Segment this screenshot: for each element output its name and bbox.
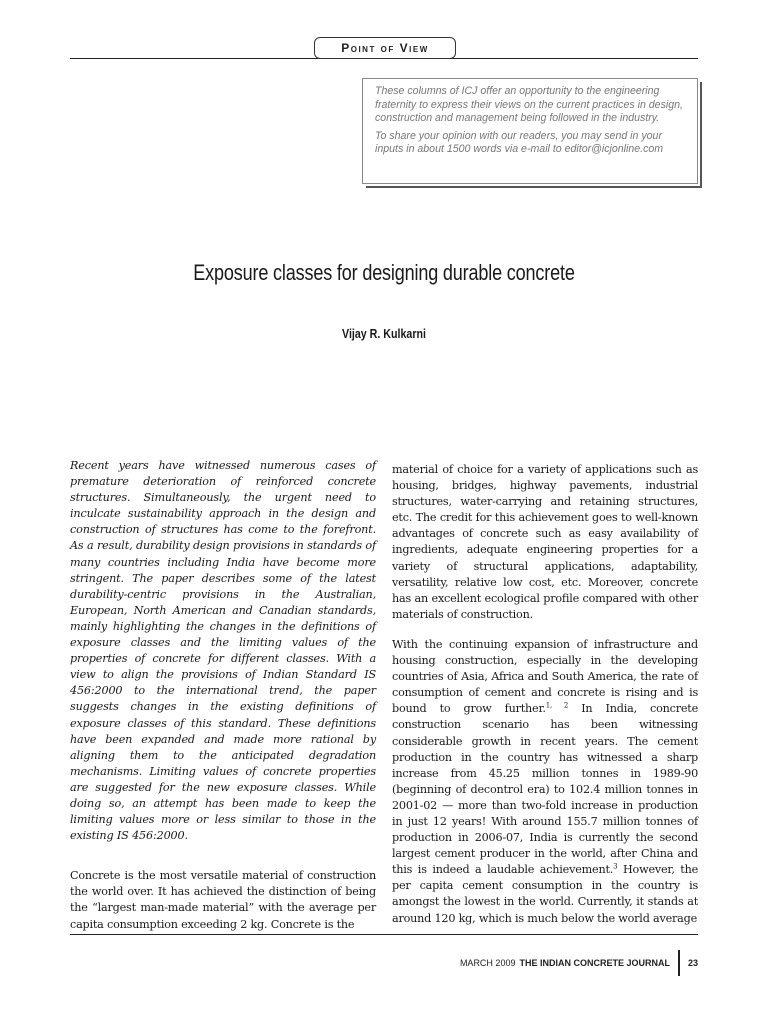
info-box-paragraph: These columns of ICJ offer an opportunity to the engineering fraternity to express their views on the current practices in design, construction and management being followed in the industry.	[375, 85, 683, 124]
body-paragraph	[392, 637, 698, 927]
citation-superscript: 1, 2	[545, 701, 569, 710]
abstract: Recent years have witnessed numerous cases of premature deterioration of reinforced concrete structures. Simultaneously, the urgent need to inculcate sustainability approach in the design and construction of structures has come to the forefront. As a result, durability design provisions in standards of many countries including India have become more stringent. The paper describes some of the latest durability-centric provisions in the Australian, European, North American and Canadian standards, mainly highlighting the changes in the definitions of exposure classes and the limiting values of the properties of concrete for different classes. With a view to align the provisions of Indian Standard IS 456:2000 to the international trend, the paper suggests changes in the existing definitions of exposure classes of this standard. These definitions have been expanded and made more rational by aligning them to the anticipated degradation mechanisms. Limiting values of concrete properties are suggested for the new exposure classes. While doing so, an attempt has been made to keep the limiting values more or less similar to those in the existing IS 456:2000.	[70, 459, 376, 843]
left-column	[70, 458, 376, 947]
article-author: Vijay R. Kulkarni	[342, 326, 426, 341]
page-footer	[460, 950, 698, 976]
body-paragraph: Concrete is the most versatile material of construction the world over. It has achieved the distinction of being the “largest man-made material” with the average per capita consumption exceeding 2 kg. Concrete is the	[70, 869, 376, 931]
citation-superscript: 3	[613, 862, 618, 871]
body-text-segment: However, the per capita cement consumption in the country is amongst the lowest in the world. Currently, it stands at around 120 kg, which is much below the world average	[392, 863, 698, 925]
right-column	[392, 458, 698, 941]
article-title: Exposure classes for designing durable concrete	[193, 260, 575, 285]
footer-divider	[678, 950, 680, 976]
page-number: 23	[687, 958, 698, 968]
section-tag: Point of View	[314, 37, 456, 59]
info-box	[362, 78, 698, 184]
body-text-segment: With the continuing expansion of infrastructure and housing construction, especially in the developing countries of Asia, Africa and South America, the rate of consumption of cement and concrete is rising and is bound to grow further.	[392, 637, 698, 716]
info-box-paragraph: To share your opinion with our readers, you may send in your inputs in about 1500 words via e-mail to editor@icjonline.com	[375, 129, 664, 155]
footer-journal-name: THE INDIAN CONCRETE JOURNAL	[519, 958, 670, 968]
body-text-segment: In India, concrete construction scenario has been witnessing considerable growth in recent years. The cement production in the country has witnessed a sharp increase from 45.25 million tonnes in 1989-90 (beginning of decontrol era) to 102.4 million tonnes in 2001-02 — more than two-fold increase in production in just 12 years! With around 155.7 million tonnes of production in 2006-07, India is currently the second largest cement producer in the world, after China and this is indeed a laudable achievement.	[392, 702, 699, 877]
body-paragraph: material of choice for a variety of applications such as housing, bridges, highway pavements, industrial structures, water-carrying and retaining structures, etc. The credit for this achievement goes to well-known advantages of concrete such as easy availability of ingredients, adequate engineering properties for a variety of structural applications, adaptability, versatility, relative low cost, etc. Moreover, concrete has an excellent ecological profile compared with other materials of construction.	[392, 463, 698, 621]
footer-date: MARCH 2009	[459, 958, 516, 968]
footer-rule	[70, 934, 698, 935]
